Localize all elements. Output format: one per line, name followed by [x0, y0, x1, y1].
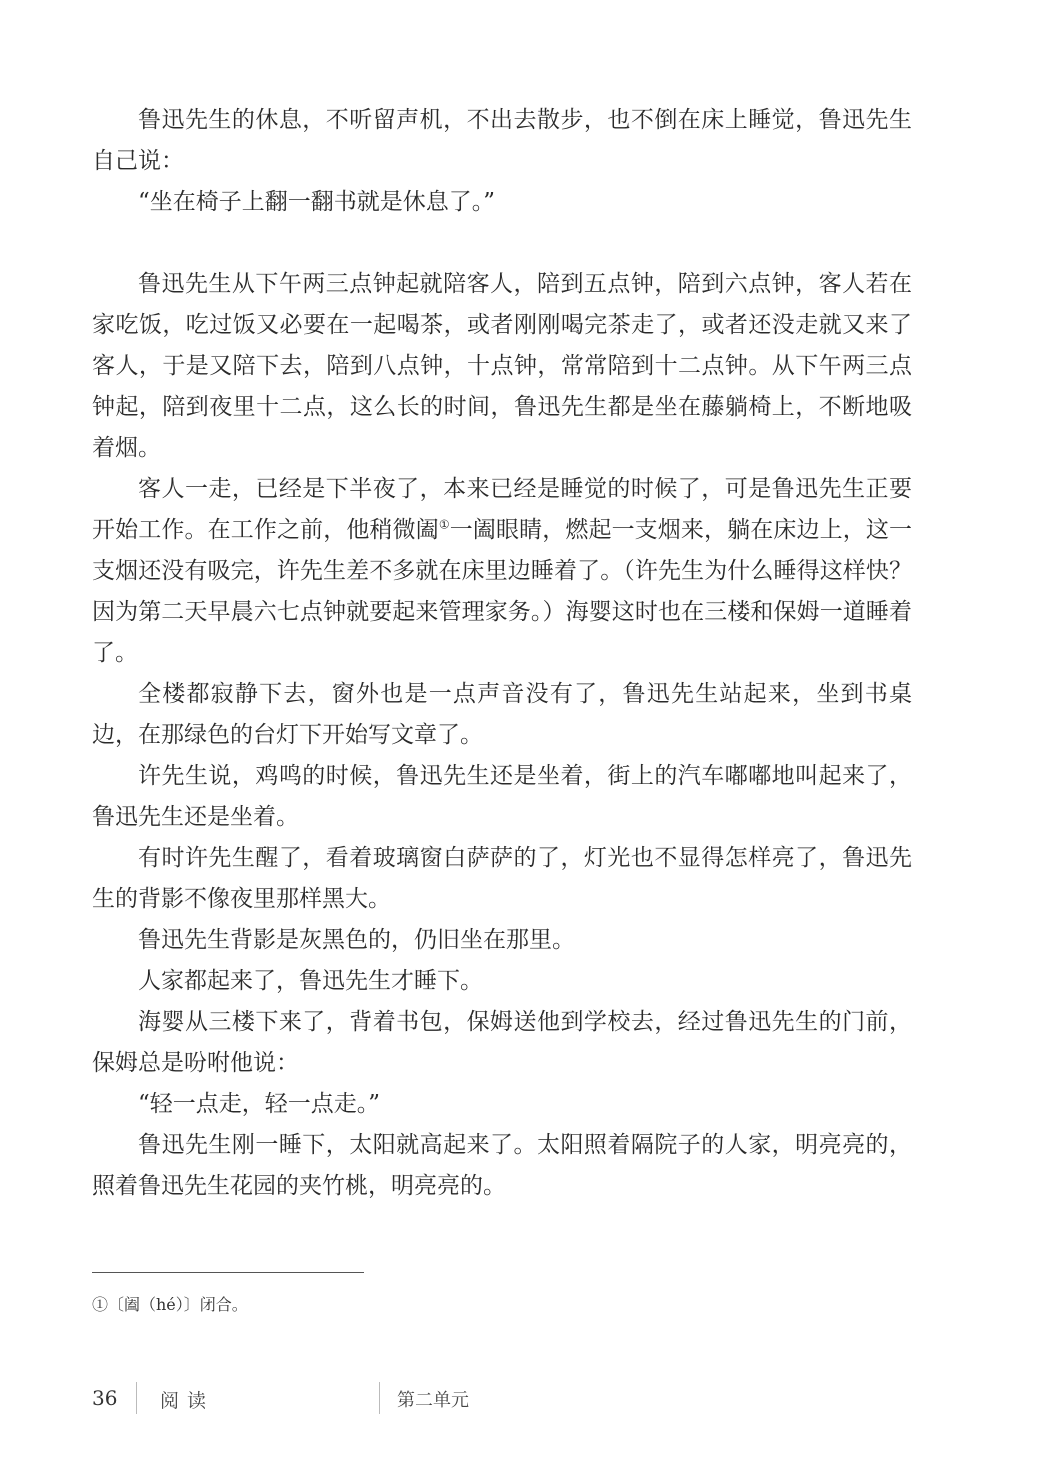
paragraph-2: “坐在椅子上翻一翻书就是休息了。” [138, 189, 496, 215]
paragraph-5: 全楼都寂静下去，窗外也是一点声音没有了，鲁迅先生站起来，坐到书桌边，在那绿色的台灯下开始写文章了。 [92, 681, 912, 748]
unit-label: 第二单元 [397, 1390, 469, 1411]
paragraph-3: 鲁迅先生从下午两三点钟起就陪客人，陪到五点钟，陪到六点钟，客人若在家吃饭，吃过饭又必要在一起喝茶，或者刚刚喝完茶走了，或者还没走就又来了客人，于是又陪下去，陪到八点钟，十点钟，常常陪到十二点钟。从下午两三点钟起，陪到夜里十二点，这么长的时间，鲁迅先生都是坐在藤躺椅上，不断地吸着烟。 [92, 271, 912, 461]
paragraph-11: “轻一点走，轻一点走。” [138, 1091, 381, 1117]
paragraph-9: 人家都起来了，鲁迅先生才睡下。 [138, 968, 483, 994]
paragraph-6: 许先生说，鸡鸣的时候，鲁迅先生还是坐着，街上的汽车嘟嘟地叫起来了，鲁迅先生还是坐着。 [92, 763, 912, 830]
paragraph-4-text-b: 一阖眼睛，燃起一支烟来，躺在床边上，这一支烟还没有吸完，许先生差不多就在床里边睡着了。（许先生为什么睡得这样快？因为第二天早晨六七点钟就要起来管理家务。）海婴这时也在三楼和保姆一道睡着了。 [92, 517, 913, 666]
paragraph-1: 鲁迅先生的休息，不听留声机，不出去散步，也不倒在床上睡觉，鲁迅先生自己说： [92, 107, 912, 174]
paragraph-12: 鲁迅先生刚一睡下，太阳就高起来了。太阳照着隔院子的人家，明亮亮的，照着鲁迅先生花园的夹竹桃，明亮亮的。 [92, 1132, 912, 1199]
paragraph-7: 有时许先生醒了，看着玻璃窗白萨萨的了，灯光也不显得怎样亮了，鲁迅先生的背影不像夜里那样黑大。 [92, 845, 912, 912]
main-text [92, 100, 912, 1207]
footer-divider-right [379, 1382, 380, 1414]
footnote-marker: ① [438, 517, 450, 532]
paragraph-8: 鲁迅先生背影是灰黑色的，仍旧坐在那里。 [138, 927, 575, 953]
paragraph-4-text-a: 客人一走，已经是下半夜了，本来已经是睡觉的时候了，可是鲁迅先生正要开始工作。在工作之前，他稍微阖 [92, 476, 912, 543]
footnote-divider [92, 1272, 364, 1273]
section-label: 阅读 [160, 1390, 215, 1412]
section-gap [92, 223, 912, 264]
footnote: ①〔阖（hé）〕闭合。 [92, 1295, 248, 1314]
page-footer [92, 1382, 592, 1418]
page-number: 36 [92, 1386, 118, 1410]
paragraph-4 [92, 469, 912, 674]
footer-divider-left [136, 1382, 137, 1414]
paragraph-10: 海婴从三楼下来了，背着书包，保姆送他到学校去，经过鲁迅先生的门前，保姆总是吩咐他说： [92, 1009, 912, 1076]
